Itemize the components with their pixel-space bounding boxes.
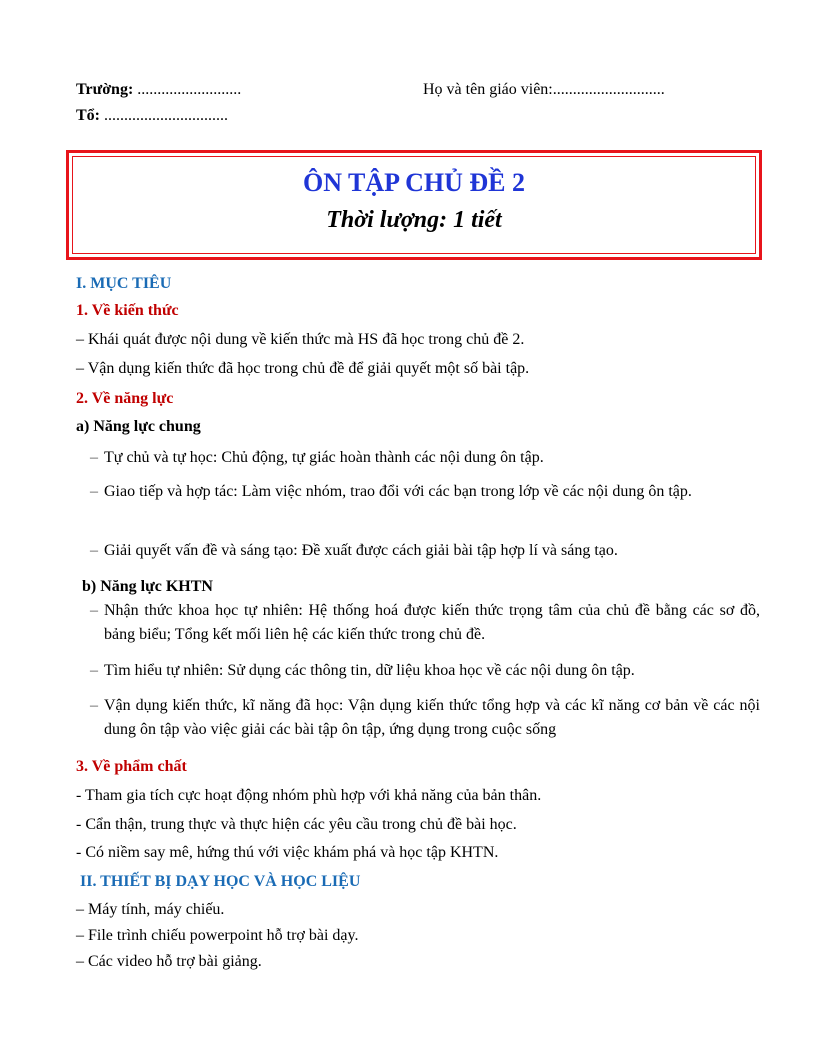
school-line <box>76 80 241 100</box>
dash-icon: – <box>90 662 98 679</box>
document-title: ÔN TẬP CHỦ ĐỀ 2 <box>303 168 525 197</box>
document-duration: Thời lượng: 1 tiết <box>326 207 502 233</box>
science-item-1: – Nhận thức khoa học tự nhiên: Hệ thống hoá được kiến thức trọng tâm của chủ đề bằng các sơ đồ, bảng biểu; Tổng kết mối liên hệ các kiến thức trong chủ đề. <box>90 599 760 647</box>
competence-heading: 2. Về năng lực <box>76 390 174 407</box>
science-item-3: – Vận dụng kiến thức, kĩ năng đã học: Vận dụng kiến thức tổng hợp và các kĩ năng cơ bản về các nội dung ôn tập vào việc giải các bài tập ôn tập, ứng dụng trong cuộc sống <box>90 694 760 742</box>
equipment-item-3: – Các video hỗ trợ bài giảng. <box>76 953 262 970</box>
general-item-1: – Tự chủ và tự học: Chủ động, tự giác hoàn thành các nội dung ôn tập. <box>90 446 760 470</box>
equipment-item-1: – Máy tính, máy chiếu. <box>76 901 225 918</box>
section-objectives-heading: I. MỤC TIÊU <box>76 275 172 292</box>
dash-icon: – <box>90 602 98 619</box>
knowledge-item-2: – Vận dụng kiến thức đã học trong chủ đề để giải quyết một số bài tập. <box>76 360 530 377</box>
group-label: Tổ: <box>76 107 100 124</box>
title-frame <box>66 150 762 260</box>
qualities-item-2: - Cẩn thận, trung thực và thực hiện các yêu cầu trong chủ đề bài học. <box>76 816 517 833</box>
general-item-2: – Giao tiếp và hợp tác: Làm việc nhóm, trao đổi với các bạn trong lớp về các nội dung ôn tập. <box>90 480 760 504</box>
school-label: Trường: <box>76 81 134 98</box>
group-value: ............................... <box>100 107 228 124</box>
qualities-heading: 3. Về phẩm chất <box>76 758 187 775</box>
dash-icon: – <box>90 697 98 714</box>
group-line <box>76 106 228 126</box>
general-item-3: – Giải quyết vấn đề và sáng tạo: Đề xuất được cách giải bài tập hợp lí và sáng tạo. <box>90 539 760 563</box>
section-equipment-heading: II. THIẾT BỊ DẠY HỌC VÀ HỌC LIỆU <box>80 873 361 890</box>
dash-icon: – <box>90 449 98 466</box>
equipment-item-2: – File trình chiếu powerpoint hỗ trợ bài dạy. <box>76 927 359 944</box>
school-value: .......................... <box>133 81 242 98</box>
qualities-item-1: - Tham gia tích cực hoạt động nhóm phù hợp với khả năng của bản thân. <box>76 787 542 804</box>
general-competence-heading: a) Năng lực chung <box>76 418 201 435</box>
science-item-2: – Tìm hiểu tự nhiên: Sử dụng các thông tin, dữ liệu khoa học về các nội dung ôn tập. <box>90 659 760 683</box>
dash-icon: – <box>90 483 98 500</box>
teacher-line: Họ và tên giáo viên:............................ <box>423 81 665 98</box>
knowledge-heading: 1. Về kiến thức <box>76 302 179 319</box>
science-competence-heading: b) Năng lực KHTN <box>82 578 213 595</box>
knowledge-item-1: – Khái quát được nội dung về kiến thức mà HS đã học trong chủ đề 2. <box>76 331 525 348</box>
dash-icon: – <box>90 542 98 559</box>
qualities-item-3: - Có niềm say mê, hứng thú với việc khám phá và học tập KHTN. <box>76 844 499 861</box>
